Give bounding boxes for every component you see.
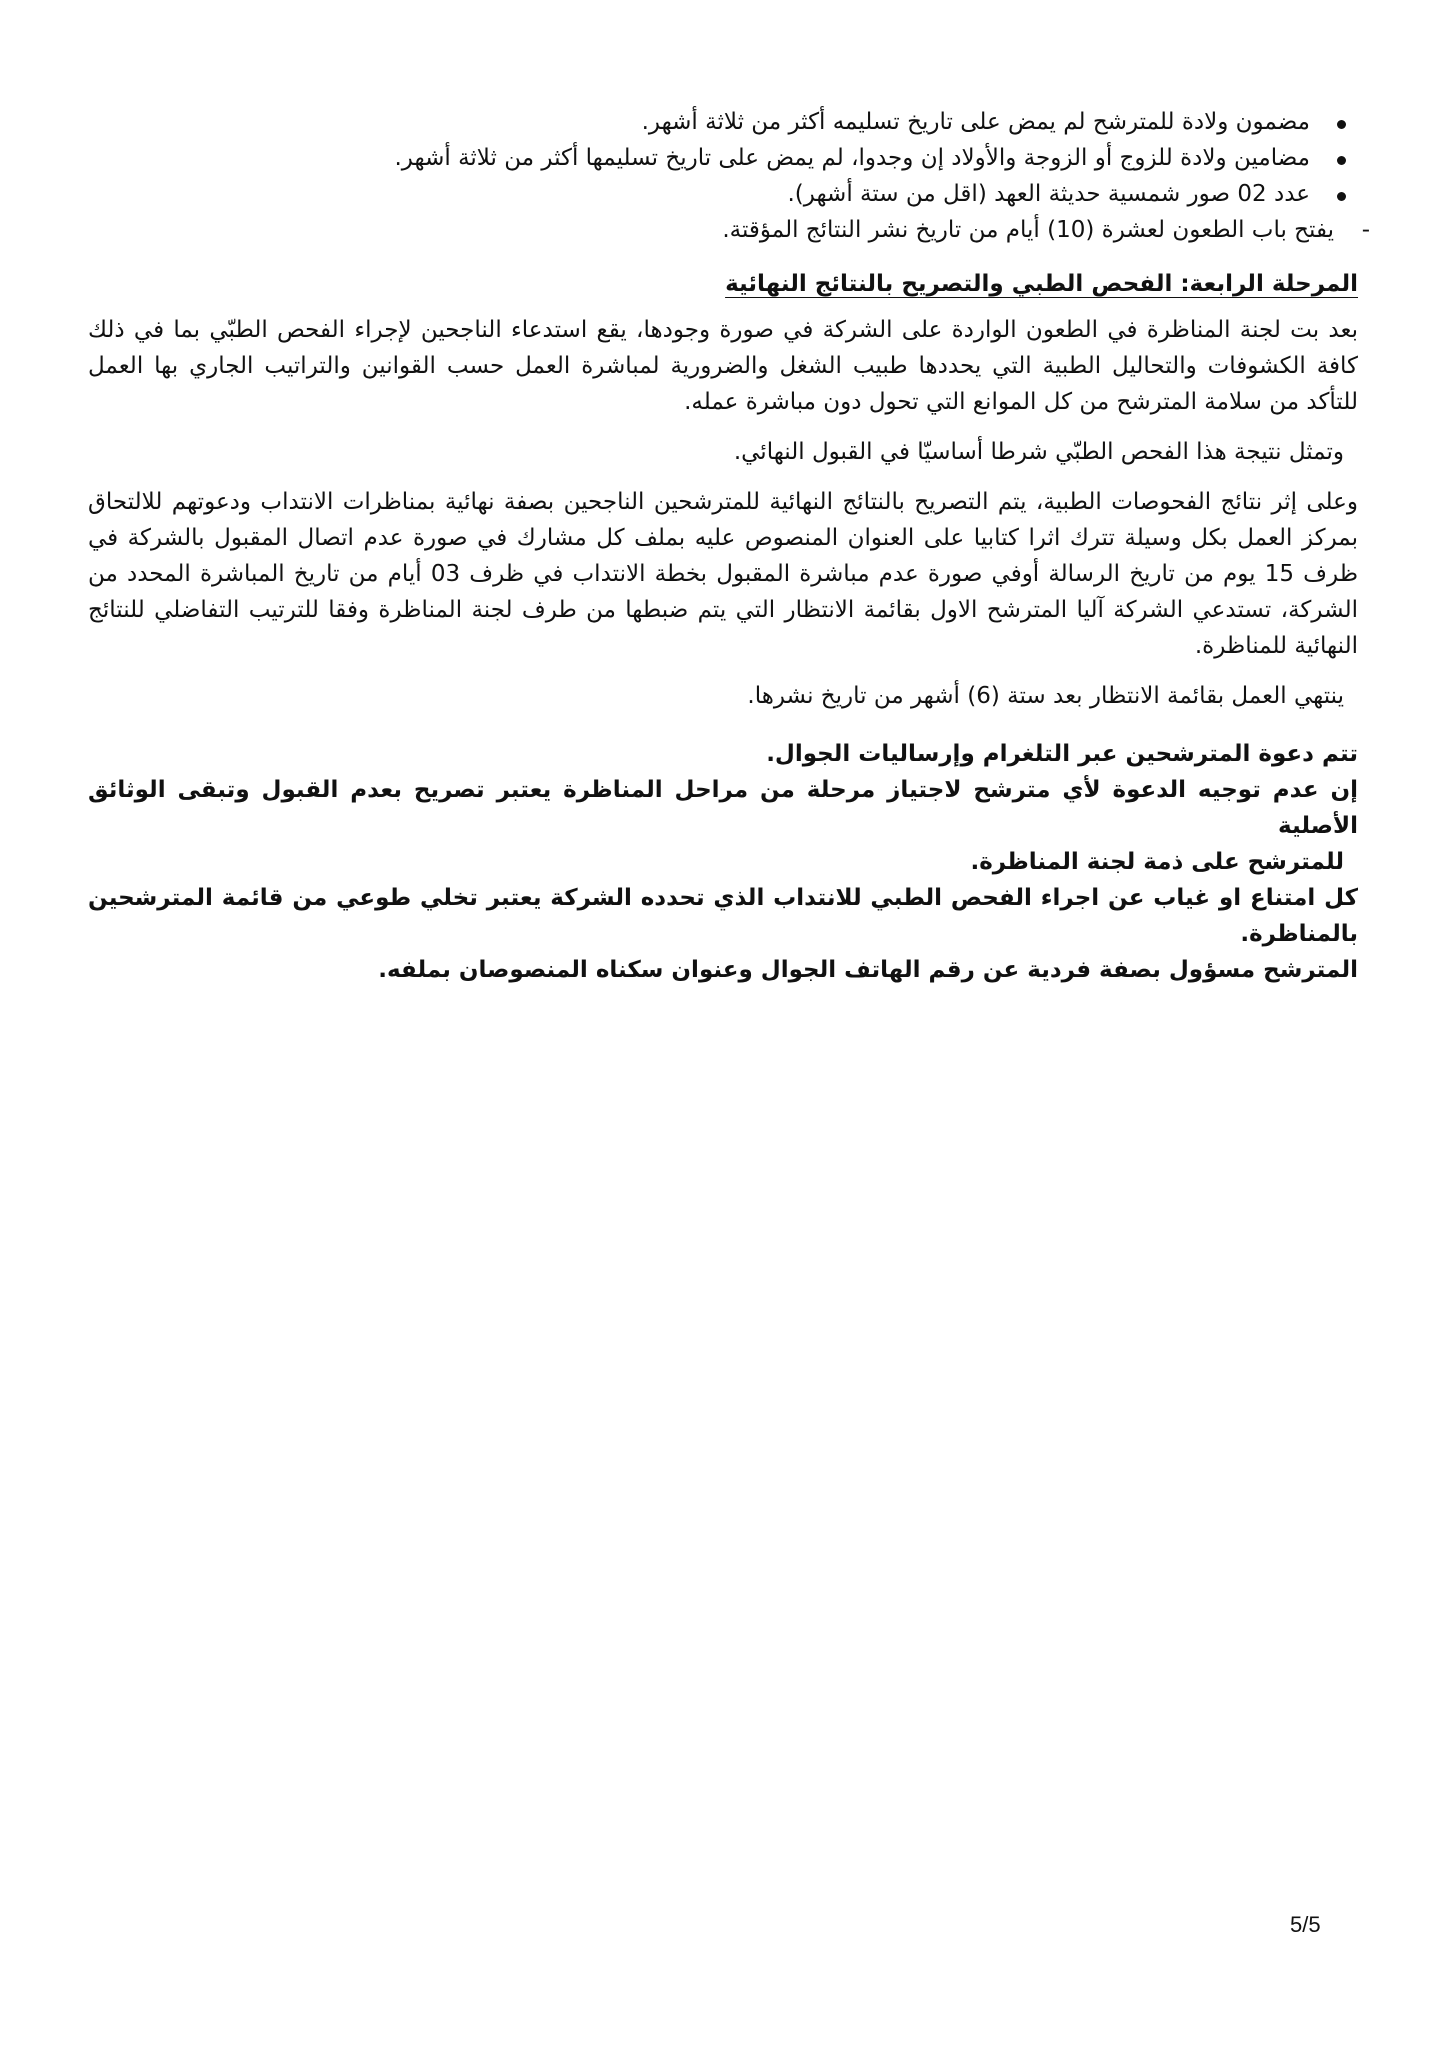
important-notes — [88, 736, 1358, 988]
page-content — [88, 104, 1370, 988]
paragraph-final-results: وعلى إثر نتائج الفحوصات الطبية، يتم التصريح بالنتائج النهائية للمترشحين الناجحين بصفة نهائية بمناظرات الانتداب ودعوتهم للالتحاق بمركز العمل بكل وسيلة تترك اثرا كتابيا على العنوان المنصوص عليه بملف كل مشارك في صورة عدم اتصال المقبول بالشركة في ظرف 15 يوم من تاريخ الرسالة أوفي صورة عدم مباشرة المقبول بخطة الانتداب في ظرف 03 أيام من تاريخ المباشرة المحدد من الشركة، تستدعي الشركة آليا المترشح الاول بقائمة الانتظار التي يتم ضبطها من طرف لجنة المناظرة وفقا للترتيب التفاضلي للنتائج النهائية للمناظرة. — [88, 489, 1358, 659]
dash-icon: - — [1361, 217, 1370, 243]
appeals-note — [88, 212, 1370, 248]
note-responsibility: المترشح مسؤول بصفة فردية عن رقم الهاتف الجوال وعنوان سكناه المنصوصان بملفه. — [378, 957, 1358, 983]
required-documents-list — [88, 104, 1358, 212]
appeals-note-text: يفتح باب الطعون لعشرة (10) أيام من تاريخ نشر النتائج المؤقتة. — [722, 217, 1334, 243]
bullet-icon — [1337, 156, 1346, 165]
note-absence: كل امتناع او غياب عن اجراء الفحص الطبي للانتداب الذي تحدده الشركة يعتبر تخلي طوعي من قائمة المترشحين بالمناظرة. — [88, 885, 1358, 947]
section-heading: المرحلة الرابعة: الفحص الطبي والتصريح بالنتائج النهائية — [725, 271, 1358, 297]
bullet-icon — [1337, 192, 1346, 201]
list-item-text: مضمون ولادة للمترشح لم يمض على تاريخ تسليمه أكثر من ثلاثة أشهر. — [641, 109, 1310, 135]
paragraph-medical-exam: بعد بت لجنة المناظرة في الطعون الواردة على الشركة في صورة وجودها، يقع استدعاء الناجحين لإجراء الفحص الطبّي بما في ذلك كافة الكشوفات والتحاليل الطبية التي يحددها طبيب الشغل والضرورية لمباشرة العمل حسب القوانين والتراتيب الجاري بها العمل للتأكد من سلامة المترشح من كل الموانع التي تحول دون مباشرة عمله. — [88, 317, 1358, 415]
note-no-invitation: إن عدم توجيه الدعوة لأي مترشح لاجتياز مرحلة من مراحل المناظرة يعتبر تصريح بعدم القبول وتبقى الوثائق الأصلية — [88, 777, 1358, 839]
list-item — [88, 140, 1310, 176]
paragraph-waiting-list: ينتهي العمل بقائمة الانتظار بعد ستة (6) أشهر من تاريخ نشرها. — [747, 683, 1344, 709]
page-number: 5/5 — [1290, 1912, 1321, 1937]
paragraph-medical-condition: وتمثل نتيجة هذا الفحص الطبّي شرطا أساسيّا في القبول النهائي. — [733, 439, 1344, 465]
bullet-icon — [1337, 120, 1346, 129]
note-original-documents: للمترشح على ذمة لجنة المناظرة. — [970, 849, 1344, 875]
list-item-text: مضامين ولادة للزوج أو الزوجة والأولاد إن وجدوا، لم يمض على تاريخ تسليمها أكثر من ثلاثة أشهر. — [394, 145, 1310, 171]
list-item-text: عدد 02 صور شمسية حديثة العهد (اقل من ستة أشهر). — [787, 181, 1310, 207]
note-invitation: تتم دعوة المترشحين عبر التلغرام وإرساليات الجوال. — [766, 741, 1358, 767]
list-item — [88, 104, 1310, 140]
list-item — [88, 176, 1310, 212]
